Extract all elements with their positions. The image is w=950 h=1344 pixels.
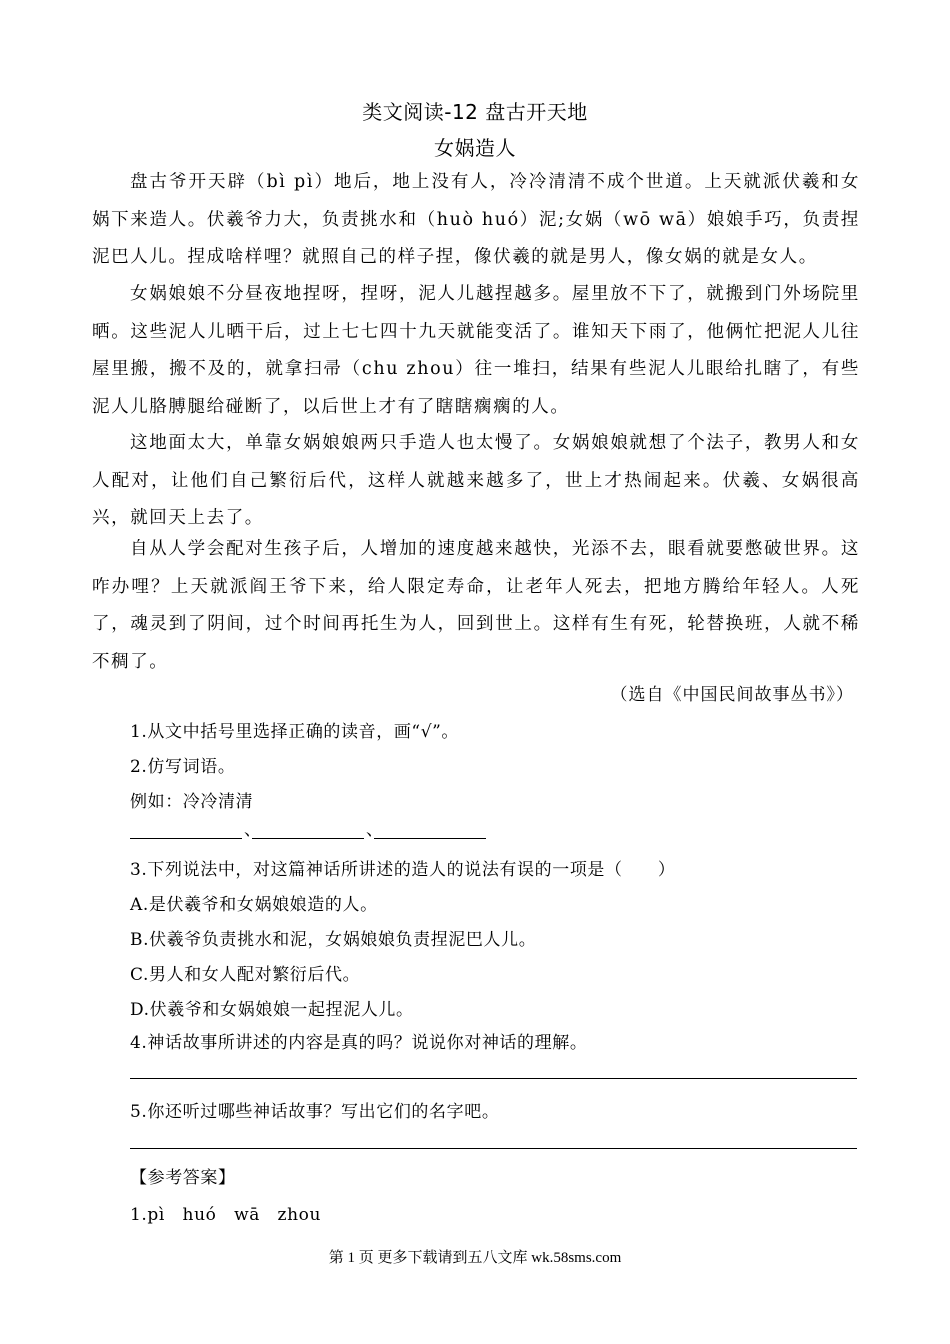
blank-separator: 、 (244, 820, 261, 840)
question-2: 2.仿写词语。 (130, 757, 236, 777)
document-title: 类文阅读-12 盘古开天地 (362, 100, 588, 124)
source-citation: （选自《中国民间故事丛书》） (610, 685, 854, 705)
answer-blank-1[interactable] (130, 822, 242, 839)
question-3: 3.下列说法中，对这篇神话所讲述的造人的说法有误的一项是（ ） (130, 860, 676, 880)
question-1: 1.从文中括号里选择正确的读音，画“√”。 (130, 722, 460, 742)
answer-blank-3[interactable] (374, 822, 486, 839)
question-2-example: 例如：冷冷清清 (130, 792, 254, 812)
answer-line-question-4[interactable] (130, 1078, 857, 1079)
story-title: 女娲造人 (434, 136, 516, 160)
blank-separator: 、 (366, 820, 383, 840)
story-paragraph-4: 自从人学会配对生孩子后，人增加的速度越来越快，光添不去，眼看就要憋破世界。这咋办哩？上天就派阎王爷下来，给人限定寿命，让老年人死去，把地方腾给年轻人。人死了，魂灵到了阴间，过个时间再托生为人，回到世上。这样有生有死，轮替换班，人就不稀不稠了。 (92, 539, 860, 672)
story-paragraph-1: 盘古爷开天辟（bì pì）地后，地上没有人，冷冷清清不成个世道。上天就派伏羲和女娲下来造人。伏羲爷力大，负责挑水和（huò huó）泥;女娲（wō wā）娘娘手巧，负责捏泥巴人儿。捏成啥样哩？就照自己的样子捏，像伏羲的就是男人，像女娲的就是女人。 (92, 172, 860, 267)
question-4: 4.神话故事所讲述的内容是真的吗？说说你对神话的理解。 (130, 1033, 588, 1053)
question-5: 5.你还听过哪些神话故事？写出它们的名字吧。 (130, 1102, 500, 1122)
answer-line-question-5[interactable] (130, 1148, 857, 1149)
question-3-option-c: C.男人和女人配对繁衍后代。 (130, 965, 361, 985)
question-3-option-d: D.伏羲爷和女娲娘娘一起捏泥人儿。 (130, 1000, 414, 1020)
question-3-option-a: A.是伏羲爷和女娲娘娘造的人。 (130, 895, 378, 915)
story-paragraph-3: 这地面太大，单靠女娲娘娘两只手造人也太慢了。女娲娘娘就想了个法子，教男人和女人配对，让他们自己繁衍后代，这样人就越来越多了，世上才热闹起来。伏羲、女娲很高兴，就回天上去了。 (92, 433, 860, 528)
answer-blanks-row (130, 822, 486, 839)
page-footer: 第 1 页 更多下载请到五八文库 wk.58sms.com (328, 1250, 622, 1266)
answer-key-heading: 【参考答案】 (130, 1168, 236, 1188)
answer-blank-2[interactable] (252, 822, 364, 839)
answer-key-1: 1.pì huó wā zhou (130, 1205, 322, 1225)
question-3-option-b: B.伏羲爷负责挑水和泥，女娲娘娘负责捏泥巴人儿。 (130, 930, 537, 950)
story-paragraph-2: 女娲娘娘不分昼夜地捏呀，捏呀，泥人儿越捏越多。屋里放不下了，就搬到门外场院里晒。这些泥人儿晒干后，过上七七四十九天就能变活了。谁知天下雨了，他俩忙把泥人儿往屋里搬，搬不及的，就拿扫帚（chu zhou）往一堆扫，结果有些泥人儿眼给扎瞎了，有些泥人儿胳膊腿给碰断了，以后世上才有了瞎瞎瘸瘸的人。 (92, 284, 860, 417)
